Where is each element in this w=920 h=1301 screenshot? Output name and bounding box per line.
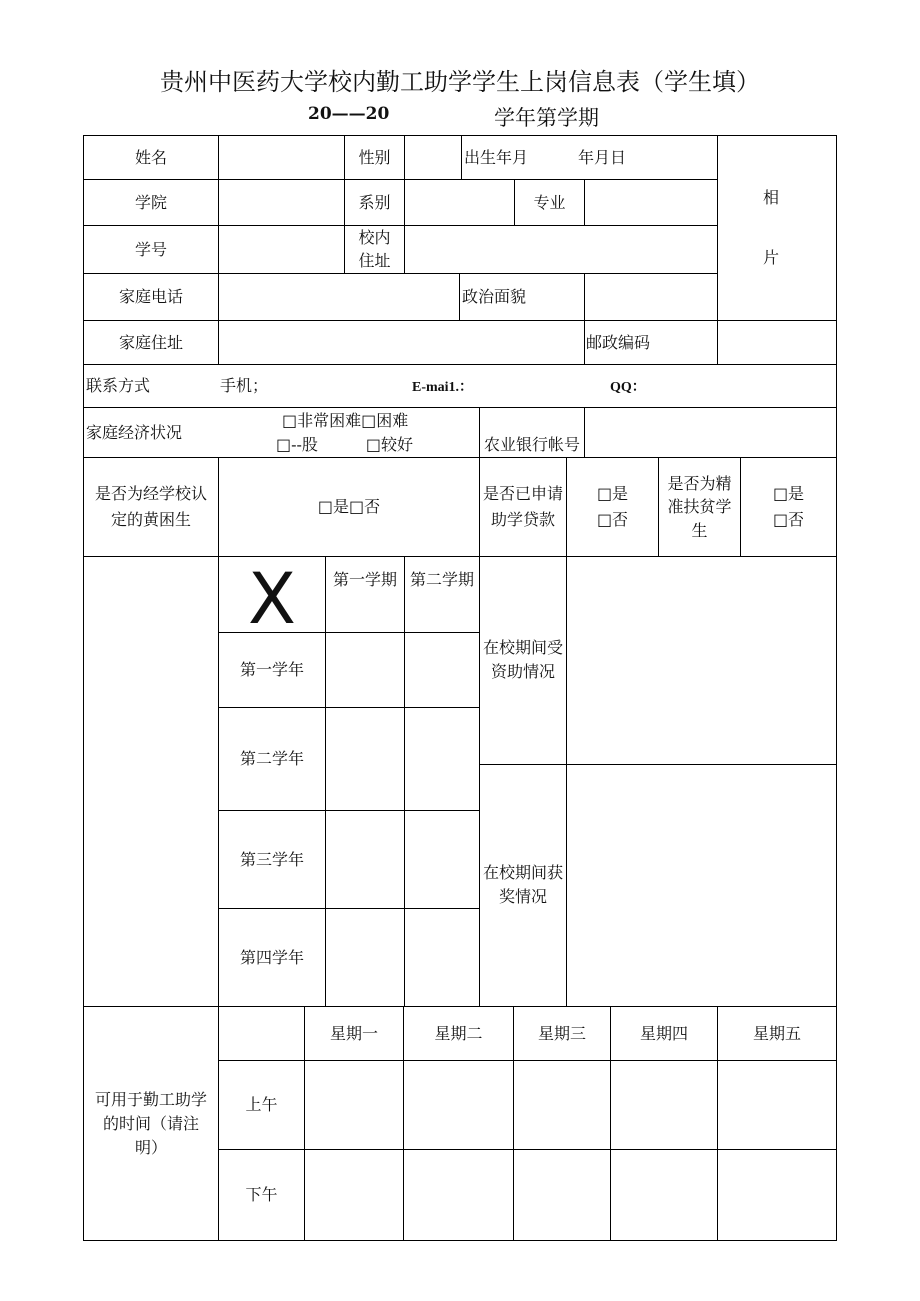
- precise-poverty-options[interactable]: □是 □否: [772, 484, 805, 529]
- qq-field[interactable]: QQ：: [610, 379, 646, 395]
- loan-options[interactable]: □是 □否: [596, 484, 629, 529]
- morning-label: 上午: [245, 1095, 278, 1114]
- bank-account-field[interactable]: [585, 408, 836, 457]
- college-label: 学院: [134, 192, 167, 212]
- slot-mon-pm[interactable]: [305, 1150, 403, 1240]
- loan-applied-label: 是否已申请 助学贷款: [482, 484, 563, 529]
- name-label: 姓名: [134, 147, 167, 167]
- slot-wed-am[interactable]: [514, 1061, 610, 1149]
- birth-date-field[interactable]: 年月日: [578, 147, 627, 167]
- birth-label: 出生年月: [464, 147, 529, 167]
- home-address-label: 家庭住址: [118, 332, 183, 352]
- year-2-label: 第二学年: [239, 749, 304, 768]
- department-field[interactable]: [405, 180, 514, 225]
- day-thursday: 星期四: [639, 1023, 688, 1043]
- certified-poor-label: 是否为经学校认 定的黄困生: [94, 484, 207, 529]
- semester-2-header: 第二学期: [409, 570, 474, 589]
- bank-account-label: 农业银行帐号: [483, 434, 580, 454]
- awards-history-label: 在校期间获 奖情况: [482, 863, 563, 906]
- slot-wed-pm[interactable]: [514, 1150, 610, 1240]
- academic-year-range: 20——20: [308, 104, 390, 124]
- slot-thu-am[interactable]: [611, 1061, 717, 1149]
- year-3-label: 第三学年: [239, 849, 304, 869]
- student-id-label: 学号: [134, 239, 167, 259]
- postal-code-label: 邮政编码: [586, 332, 651, 352]
- form-title: 贵州中医药大学校内勤工助学学生上岗信息表（学生填）: [160, 68, 760, 96]
- day-monday: 星期一: [329, 1023, 378, 1043]
- major-label: 专业: [533, 192, 566, 212]
- photo-label-2: 片: [762, 248, 779, 267]
- postal-code-field[interactable]: [718, 321, 836, 364]
- student-id-field[interactable]: [219, 226, 344, 273]
- email-field[interactable]: E-mai1.：: [412, 379, 474, 395]
- department-label: 系别: [358, 192, 391, 212]
- economic-status-label: 家庭经济状况: [86, 422, 183, 442]
- precise-poverty-label: 是否为精 准扶贫学 生: [667, 474, 732, 540]
- gender-label: 性别: [358, 147, 391, 167]
- political-status-field[interactable]: [585, 274, 717, 320]
- college-field[interactable]: [219, 180, 344, 225]
- campus-address-field[interactable]: [405, 226, 717, 273]
- certified-poor-options[interactable]: □是□否: [317, 497, 381, 516]
- campus-address-label: 校内 住址: [358, 228, 391, 270]
- home-address-field[interactable]: [219, 321, 584, 364]
- mobile-field[interactable]: 手机；: [220, 376, 269, 395]
- gender-field[interactable]: [405, 136, 461, 179]
- aid-history-field[interactable]: [567, 557, 836, 764]
- day-wednesday: 星期三: [537, 1023, 586, 1043]
- economic-options-row-1[interactable]: □非常困难□困难: [282, 411, 409, 430]
- day-tuesday: 星期二: [434, 1023, 483, 1043]
- year-1-label: 第一学年: [239, 660, 304, 679]
- day-friday: 星期五: [752, 1023, 801, 1043]
- slot-tue-am[interactable]: [404, 1061, 513, 1149]
- year-4-label: 第四学年: [239, 947, 304, 967]
- awards-history-field[interactable]: [567, 765, 836, 1006]
- aid-history-label: 在校期间受 资助情况: [482, 638, 563, 681]
- semester-1-header: 第一学期: [332, 570, 397, 589]
- slot-mon-am[interactable]: [305, 1061, 403, 1149]
- slot-tue-pm[interactable]: [404, 1150, 513, 1240]
- slot-fri-am[interactable]: [718, 1061, 836, 1149]
- afternoon-label: 下午: [245, 1185, 278, 1204]
- slot-thu-pm[interactable]: [611, 1150, 717, 1240]
- political-status-label: 政治面貌: [462, 287, 527, 306]
- slot-fri-pm[interactable]: [718, 1150, 836, 1240]
- major-field[interactable]: [585, 180, 717, 225]
- economic-options-row-2[interactable]: □--股 □较好: [276, 435, 414, 454]
- contact-label: 联系方式: [86, 376, 151, 395]
- cross-mark: X: [248, 558, 296, 640]
- availability-label: 可用于勤工助学 的时间（请注 明）: [94, 1089, 207, 1157]
- photo-label-1: 相: [762, 188, 779, 207]
- home-phone-label: 家庭电话: [118, 287, 183, 306]
- name-field[interactable]: [219, 136, 344, 179]
- photo-box[interactable]: [718, 136, 836, 320]
- academic-year-term: 学年第学期: [494, 106, 599, 130]
- home-phone-field[interactable]: [219, 274, 459, 320]
